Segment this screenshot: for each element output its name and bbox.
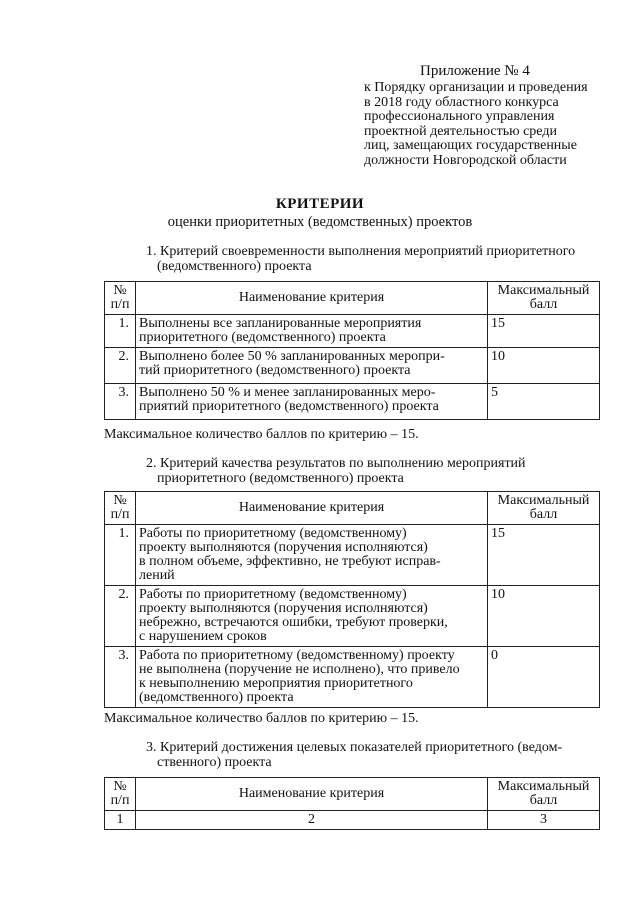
row-score: 10 xyxy=(488,348,600,384)
header-number: № п/п xyxy=(105,492,136,525)
header-criterion-name: Наименование критерия xyxy=(136,778,488,811)
row-number: 1. xyxy=(105,525,136,586)
appendix-line: проектной деятельностью среди xyxy=(364,123,557,139)
section-1-summary: Максимальное количество баллов по критерию – 15. xyxy=(104,427,419,442)
table-header-row xyxy=(105,492,600,525)
column-number: 3 xyxy=(488,811,600,830)
appendix-reference xyxy=(364,81,624,168)
header-max-score: Максимальный балл xyxy=(488,492,600,525)
table-row xyxy=(105,348,600,384)
column-number: 2 xyxy=(136,811,488,830)
criteria-table-1 xyxy=(104,281,600,420)
header-max-score: Максимальный балл xyxy=(488,778,600,811)
row-number: 1. xyxy=(105,315,136,348)
section-3-heading xyxy=(146,740,562,770)
row-number: 2. xyxy=(105,586,136,647)
row-criterion: Выполнены все запланированные мероприятия приоритетного (ведомственного) проекта xyxy=(136,315,488,348)
appendix-title: Приложение № 4 xyxy=(420,63,530,79)
table-row xyxy=(105,315,600,348)
row-criterion: Работа по приоритетному (ведомственному) проекту не выполнена (поручение не исполнено), что привело к невыполнению мероприятия приоритетного (ведомственного) проекта xyxy=(136,647,488,708)
column-number: 1 xyxy=(105,811,136,830)
column-number-row xyxy=(105,811,600,830)
table-row xyxy=(105,647,600,708)
appendix-line: в 2018 году областного конкурса xyxy=(364,94,559,110)
appendix-line: должности Новгородской области xyxy=(364,152,567,168)
table-header-row xyxy=(105,778,600,811)
table-row xyxy=(105,586,600,647)
row-number: 3. xyxy=(105,384,136,420)
header-criterion-name: Наименование критерия xyxy=(136,492,488,525)
row-score: 10 xyxy=(488,586,600,647)
row-number: 3. xyxy=(105,647,136,708)
row-criterion: Работы по приоритетному (ведомственному) проекту выполняются (поручения исполняются) в полном объеме, эффективно, не требуют исправ- лений xyxy=(136,525,488,586)
appendix-line: лиц, замещающих государственные xyxy=(364,138,577,153)
table-row xyxy=(105,384,600,420)
table-row xyxy=(105,525,600,586)
appendix-line: профессионального управления xyxy=(364,109,555,124)
criteria-table-3 xyxy=(104,777,600,830)
row-score: 15 xyxy=(488,315,600,348)
section-2-heading xyxy=(146,456,526,486)
row-score: 0 xyxy=(488,647,600,708)
criteria-table-2 xyxy=(104,491,600,708)
document-subtitle: оценки приоритетных (ведомственных) проектов xyxy=(167,214,473,230)
row-criterion: Выполнено 50 % и менее запланированных меро- приятий приоритетного (ведомственного) проекта xyxy=(136,384,488,420)
appendix-line: к Порядку организации и проведения xyxy=(364,80,588,95)
section-heading-line: ственного) проекта xyxy=(157,755,272,770)
section-1-heading xyxy=(146,244,575,274)
row-number: 2. xyxy=(105,348,136,384)
section-heading-line: 3. Критерий достижения целевых показателей приоритетного (ведом- xyxy=(146,740,563,755)
section-heading-line: (ведомственного) проекта xyxy=(157,259,312,274)
section-heading-line: 2. Критерий качества результатов по выполнению мероприятий xyxy=(146,456,526,471)
header-criterion-name: Наименование критерия xyxy=(136,282,488,315)
section-heading-line: приоритетного (ведомственного) проекта xyxy=(157,471,404,486)
header-number: № п/п xyxy=(105,282,136,315)
header-max-score: Максимальный балл xyxy=(488,282,600,315)
section-2-summary: Максимальное количество баллов по критерию – 15. xyxy=(104,711,419,726)
row-score: 5 xyxy=(488,384,600,420)
document-title: КРИТЕРИИ xyxy=(275,196,365,212)
row-criterion: Работы по приоритетному (ведомственному) проекту выполняются (поручения исполняются) небрежно, встречаются ошибки, требуют проверки, с нарушением сроков xyxy=(136,586,488,647)
header-number: № п/п xyxy=(105,778,136,811)
row-criterion: Выполнено более 50 % запланированных меропри- тий приоритетного (ведомственного) проекта xyxy=(136,348,488,384)
row-score: 15 xyxy=(488,525,600,586)
section-heading-line: 1. Критерий своевременности выполнения мероприятий приоритетного xyxy=(146,244,576,259)
table-header-row xyxy=(105,282,600,315)
